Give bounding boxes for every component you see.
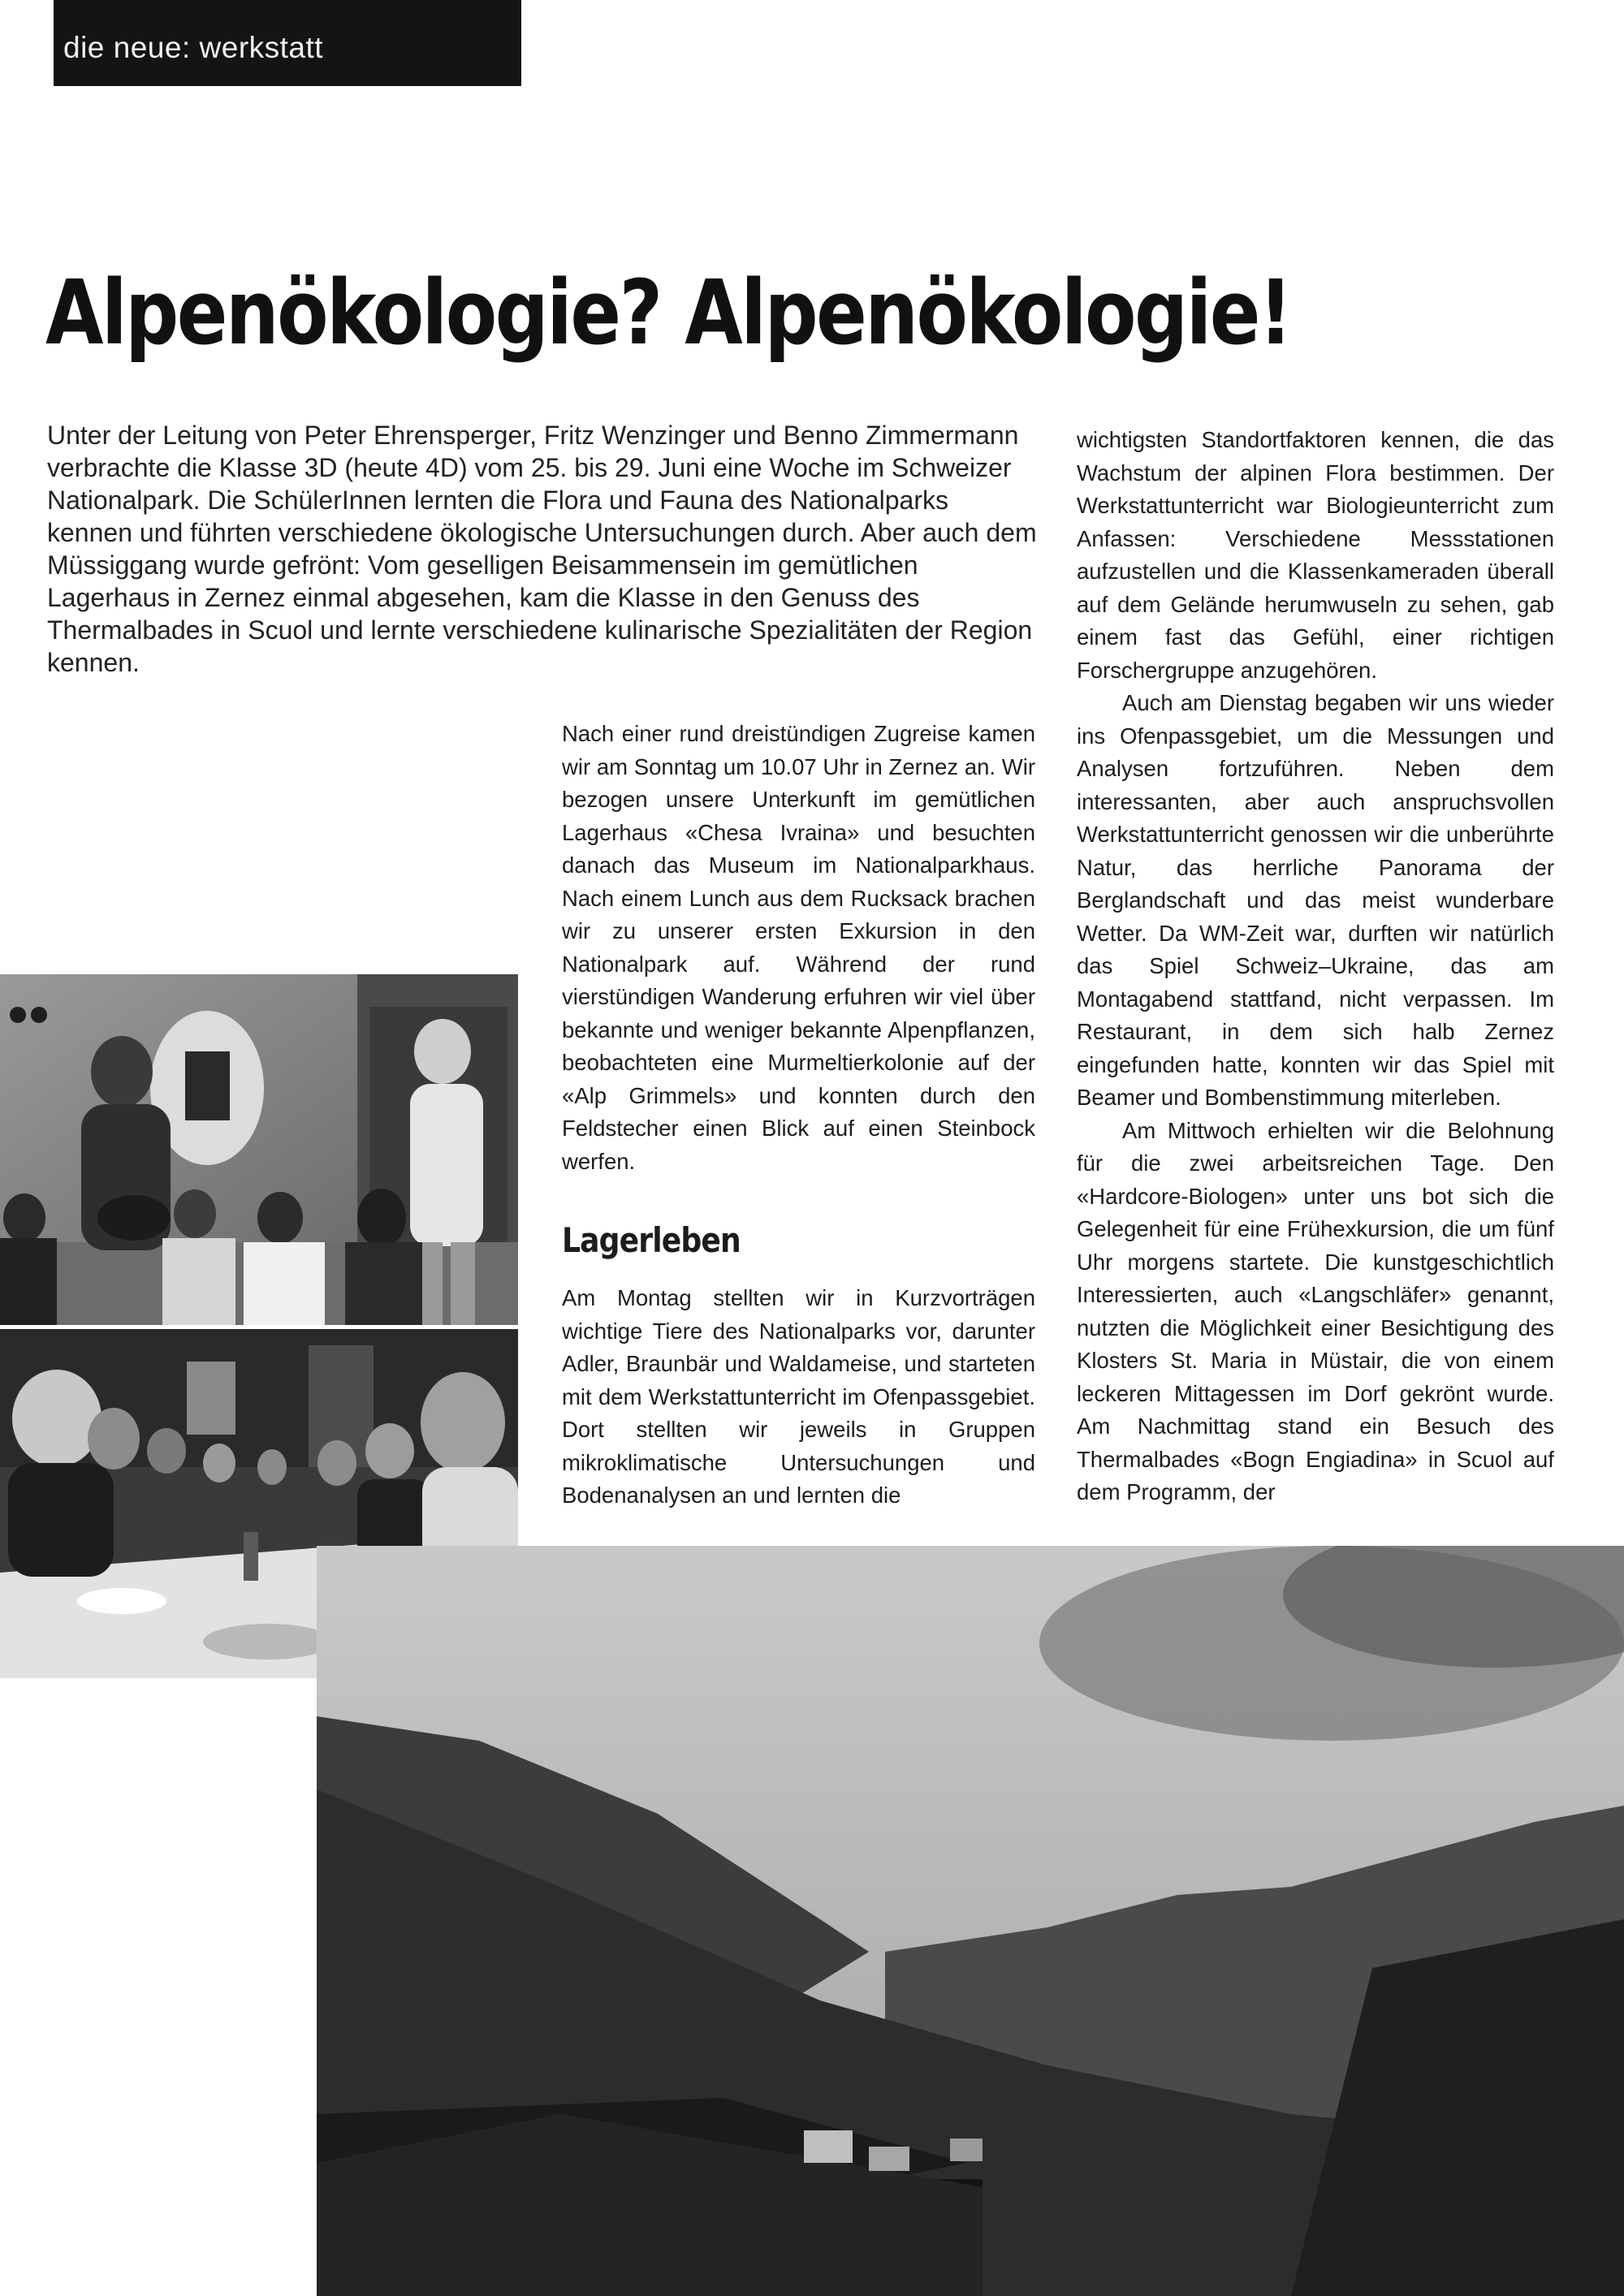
article-lead: Unter der Leitung von Peter Ehrensperger, Fritz Wenzinger und Benno Zimmermann verbrachte die Klasse 3D (heute 4D) vom 25. bis 29. Juni eine Woche im Schweizer Nationalpark. Die SchülerInnen lernten die Flora und Fauna des Nationalparks kennen und führten verschiedene ökologische Untersuchungen durch. Aber auch dem Müssiggang wurde gefrönt: Vom geselligen Beisammensein im gemütlichen Lagerhaus in Zernez einmal abgesehen, kam die Klasse in den Genuss des Thermalbades in Scuol und lernte verschiedene kulinarische Spezialitäten der Region kennen. (47, 421, 1037, 677)
subheading-lagerleben: Lagerleben (562, 1220, 741, 1260)
right-paragraph-1: wichtigsten Standortfaktoren kennen, die das Wachstum der alpinen Flora bestimmen. Der Werkstattunterricht war Biologieunterricht zum Anfassen: Verschiedene Messstationen aufzustellen und die Klassenkameraden überall auf dem Gelände herumwuseln zu sehen, gab einem fast das Gefühl, einer richtigen Forschergruppe anzugehören. (1077, 427, 1554, 683)
middle-paragraph-2: Am Montag stellten wir in Kurzvorträgen wichtige Tiere des Nationalparks vor, darunter Adler, Braunbär und Waldameise, und starteten mit dem Werkstattunterricht im Ofenpassgebiet. Dort stellten wir jeweils in Gruppen mikroklimatische Untersuchungen und Bodenanalysen an und lernten die (562, 1285, 1035, 1508)
article-headline: Alpenökologie? Alpenökologie! (45, 261, 1291, 365)
photo-mountain-valley (317, 1546, 1624, 2296)
right-paragraph-2: Auch am Dienstag begaben wir uns wieder ins Ofenpassgebiet, um die Messungen und Analysen fortzuführen. Neben dem interessanten, aber auch anspruchsvollen Werkstattunterricht genossen wir die unberührte Natur, das herrliche Panorama der Berglandschaft und das meist wunderbare Wetter. Da WM-Zeit war, durften wir natürlich das Spiel Schweiz–Ukraine, das am Montagabend stattfand, nicht verpassen. Im Restaurant, in dem sich halb Zernez eingefunden hatte, konnten wir das Spiel mit Beamer und Bombenstimmung miterleben. (1077, 690, 1554, 1110)
middle-paragraph-1: Nach einer rund dreistündigen Zugreise kamen wir am Sonntag um 10.07 Uhr in Zernez an. Wir bezogen unsere Unterkunft im gemütlichen Lagerhaus «Chesa Ivraina» und besuchten danach das Museum im Nationalparkhaus. Nach einem Lunch aus dem Rucksack brachen wir zu unserer ersten Exkursion in den Nationalpark auf. Während der rund vierstündigen Wanderung erfuhren wir viel über bekannte und weniger bekannte Alpenpflanzen, beobachteten eine Murmeltierkolonie auf der «Alp Grimmels» und konnten durch den Feldstecher einen Blick auf einen Steinbock werfen. (562, 721, 1035, 1174)
section-tag: die neue: werkstatt (54, 0, 521, 86)
right-paragraph-3: Am Mittwoch erhielten wir die Belohnung für die zwei arbeitsreichen Tage. Den «Hardcore-Biologen» unter uns bot sich die Gelegenheit für eine Frühexkursion, die um fünf Uhr morgens startete. Die kunstgeschichtlich Interessierten, auch «Langschläfer» genannt, nutzten die Möglichkeit einer Besichtigung des Klosters St. Maria in Müstair, die von einem leckeren Mittagessen im Dorf gekrönt wurde. Am Nachmittag stand ein Besuch des Thermalbades «Bogn Engiadina» in Scuol auf dem Programm, der (1077, 1117, 1554, 1504)
right-column (1077, 424, 1554, 1509)
photo-outdoor-music (0, 974, 518, 1325)
middle-column (562, 718, 1035, 1513)
